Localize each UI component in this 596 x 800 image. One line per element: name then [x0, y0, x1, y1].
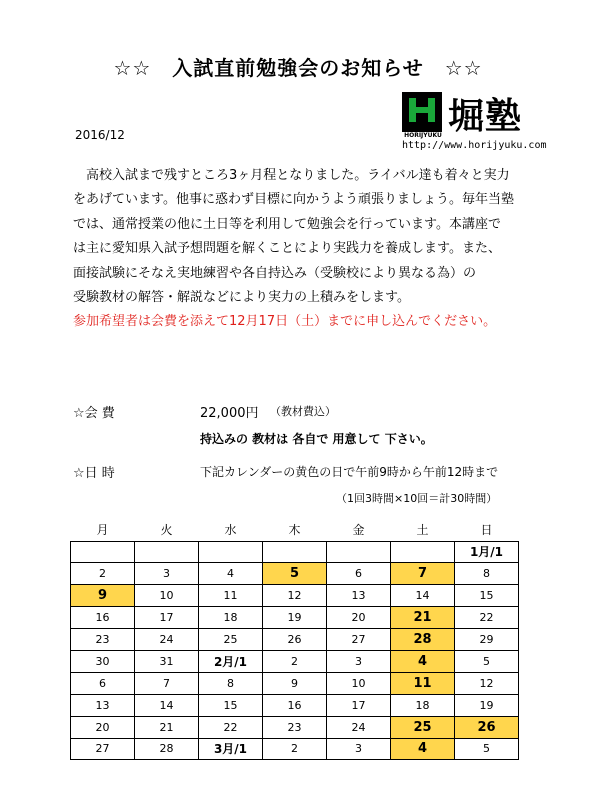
calendar-day: 14 [391, 585, 455, 607]
calendar-day: 5 [455, 650, 519, 672]
calendar-day: 2月/1 [199, 650, 263, 672]
calendar-day [263, 541, 327, 563]
calendar-week-row [71, 563, 519, 585]
calendar-day [71, 541, 135, 563]
calendar-day-highlighted: 4 [391, 650, 455, 672]
calendar-day: 6 [71, 672, 135, 694]
materials-note: 持込みの 教材は 各自で 用意して 下さい。 [200, 432, 433, 446]
calendar-day: 20 [327, 607, 391, 629]
calendar-day-highlighted: 7 [391, 563, 455, 585]
deadline-notice: 参加希望者は会費を添えて12月17日（土）までに申し込んでください。 [73, 314, 497, 330]
calendar-week-row [71, 629, 519, 651]
calendar-day: 19 [263, 607, 327, 629]
page-title: ☆☆ 入試直前勉強会のお知らせ ☆☆ [113, 56, 483, 80]
calendar-day: 7 [135, 672, 199, 694]
calendar-day-header: 月 [96, 522, 109, 537]
calendar-day [391, 541, 455, 563]
calendar-day: 1月/1 [455, 541, 519, 563]
logo-mark-icon [402, 92, 442, 132]
schedule-label: ☆日 時 [73, 466, 115, 481]
calendar-day: 16 [71, 607, 135, 629]
calendar-day [327, 541, 391, 563]
calendar-day-highlighted: 21 [391, 607, 455, 629]
calendar-day: 25 [199, 629, 263, 651]
calendar-day-header: 金 [352, 522, 365, 537]
calendar-day-highlighted: 9 [71, 585, 135, 607]
calendar-day-header: 火 [160, 522, 173, 537]
calendar-week-row [71, 738, 519, 760]
calendar-day-highlighted: 26 [455, 716, 519, 738]
calendar-day: 22 [455, 607, 519, 629]
calendar-day: 27 [327, 629, 391, 651]
calendar-week-row [71, 650, 519, 672]
fee-label: ☆会 費 [73, 406, 115, 421]
calendar-day: 5 [455, 738, 519, 760]
calendar-day: 16 [263, 694, 327, 716]
calendar-day: 8 [455, 563, 519, 585]
calendar-week-row [71, 585, 519, 607]
calendar-day: 3月/1 [199, 738, 263, 760]
calendar-day-highlighted: 11 [391, 672, 455, 694]
fee-amount: 22,000円 [200, 406, 259, 421]
calendar-day: 17 [135, 607, 199, 629]
calendar-day: 6 [327, 563, 391, 585]
calendar-week-row [71, 694, 519, 716]
calendar-day-highlighted: 25 [391, 716, 455, 738]
calendar-day: 2 [263, 738, 327, 760]
calendar-day: 28 [135, 738, 199, 760]
calendar-day [135, 541, 199, 563]
calendar-day: 20 [71, 716, 135, 738]
calendar-day-highlighted: 5 [263, 563, 327, 585]
calendar-day: 27 [71, 738, 135, 760]
fee-amount-note: （教材費込） [270, 405, 336, 418]
calendar-day-highlighted: 4 [391, 738, 455, 760]
calendar-day [199, 541, 263, 563]
intro-line: では、通常授業の他に土日等を利用して勉強会を行っています。本講座で [73, 216, 501, 232]
calendar-day: 4 [199, 563, 263, 585]
logo [402, 92, 552, 154]
calendar-day: 29 [455, 629, 519, 651]
calendar-day: 11 [199, 585, 263, 607]
calendar-day: 17 [327, 694, 391, 716]
calendar-day: 18 [199, 607, 263, 629]
calendar-table [70, 518, 519, 760]
calendar-day: 15 [455, 585, 519, 607]
logo-name: 堀塾 [448, 96, 523, 137]
calendar-day: 26 [263, 629, 327, 651]
calendar-day: 12 [263, 585, 327, 607]
logo-badge-text: HORIJYUKU [404, 132, 442, 139]
schedule-total: （1回3時間×10回＝計30時間） [336, 492, 498, 505]
calendar-day: 13 [71, 694, 135, 716]
schedule-desc: 下記カレンダーの黄色の日で午前9時から午前12時まで [200, 465, 499, 479]
calendar-day: 23 [263, 716, 327, 738]
calendar-day: 23 [71, 629, 135, 651]
calendar-day: 31 [135, 650, 199, 672]
calendar-day: 8 [199, 672, 263, 694]
calendar-day-header: 日 [480, 522, 493, 537]
intro-line: 面接試験にそなえ実地練習や各自持込み（受験校により異なる為）の [73, 265, 477, 281]
calendar-day: 22 [199, 716, 263, 738]
intro-line: をあげています。他事に惑わず目標に向かうよう頑張りましょう。毎年当塾 [73, 192, 514, 208]
calendar-week-row [71, 672, 519, 694]
calendar-day: 3 [327, 650, 391, 672]
issue-date: 2016/12 [75, 128, 125, 142]
calendar-day: 2 [263, 650, 327, 672]
calendar-day: 30 [71, 650, 135, 672]
intro-line: 受験教材の解答・解説などにより実力の上積みをします。 [73, 290, 410, 306]
intro-line: 高校入試まで残すところ3ヶ月程となりました。ライバル達も着々と実力 [73, 168, 510, 183]
calendar-day: 3 [135, 563, 199, 585]
calendar-day: 14 [135, 694, 199, 716]
calendar-day: 19 [455, 694, 519, 716]
calendar-day-highlighted: 28 [391, 629, 455, 651]
calendar-day-header: 土 [416, 522, 429, 537]
calendar-week-row [71, 716, 519, 738]
calendar-day: 13 [327, 585, 391, 607]
calendar-day-header: 水 [224, 522, 237, 537]
calendar-header-row [71, 518, 519, 541]
calendar-day: 10 [135, 585, 199, 607]
calendar-day: 21 [135, 716, 199, 738]
calendar-week-row [71, 607, 519, 629]
calendar-day: 9 [263, 672, 327, 694]
calendar-day: 3 [327, 738, 391, 760]
calendar-day-header: 木 [288, 522, 301, 537]
calendar-day: 15 [199, 694, 263, 716]
calendar-day: 24 [135, 629, 199, 651]
intro-paragraph [73, 164, 533, 335]
calendar-day: 24 [327, 716, 391, 738]
logo-url: http://www.horijyuku.com [402, 140, 547, 151]
calendar-day: 2 [71, 563, 135, 585]
calendar-week-row [71, 541, 519, 563]
calendar-day: 12 [455, 672, 519, 694]
calendar-day: 10 [327, 672, 391, 694]
intro-line: は主に愛知県入試予想問題を解くことにより実践力を養成します。また、 [73, 241, 501, 257]
calendar-day: 18 [391, 694, 455, 716]
